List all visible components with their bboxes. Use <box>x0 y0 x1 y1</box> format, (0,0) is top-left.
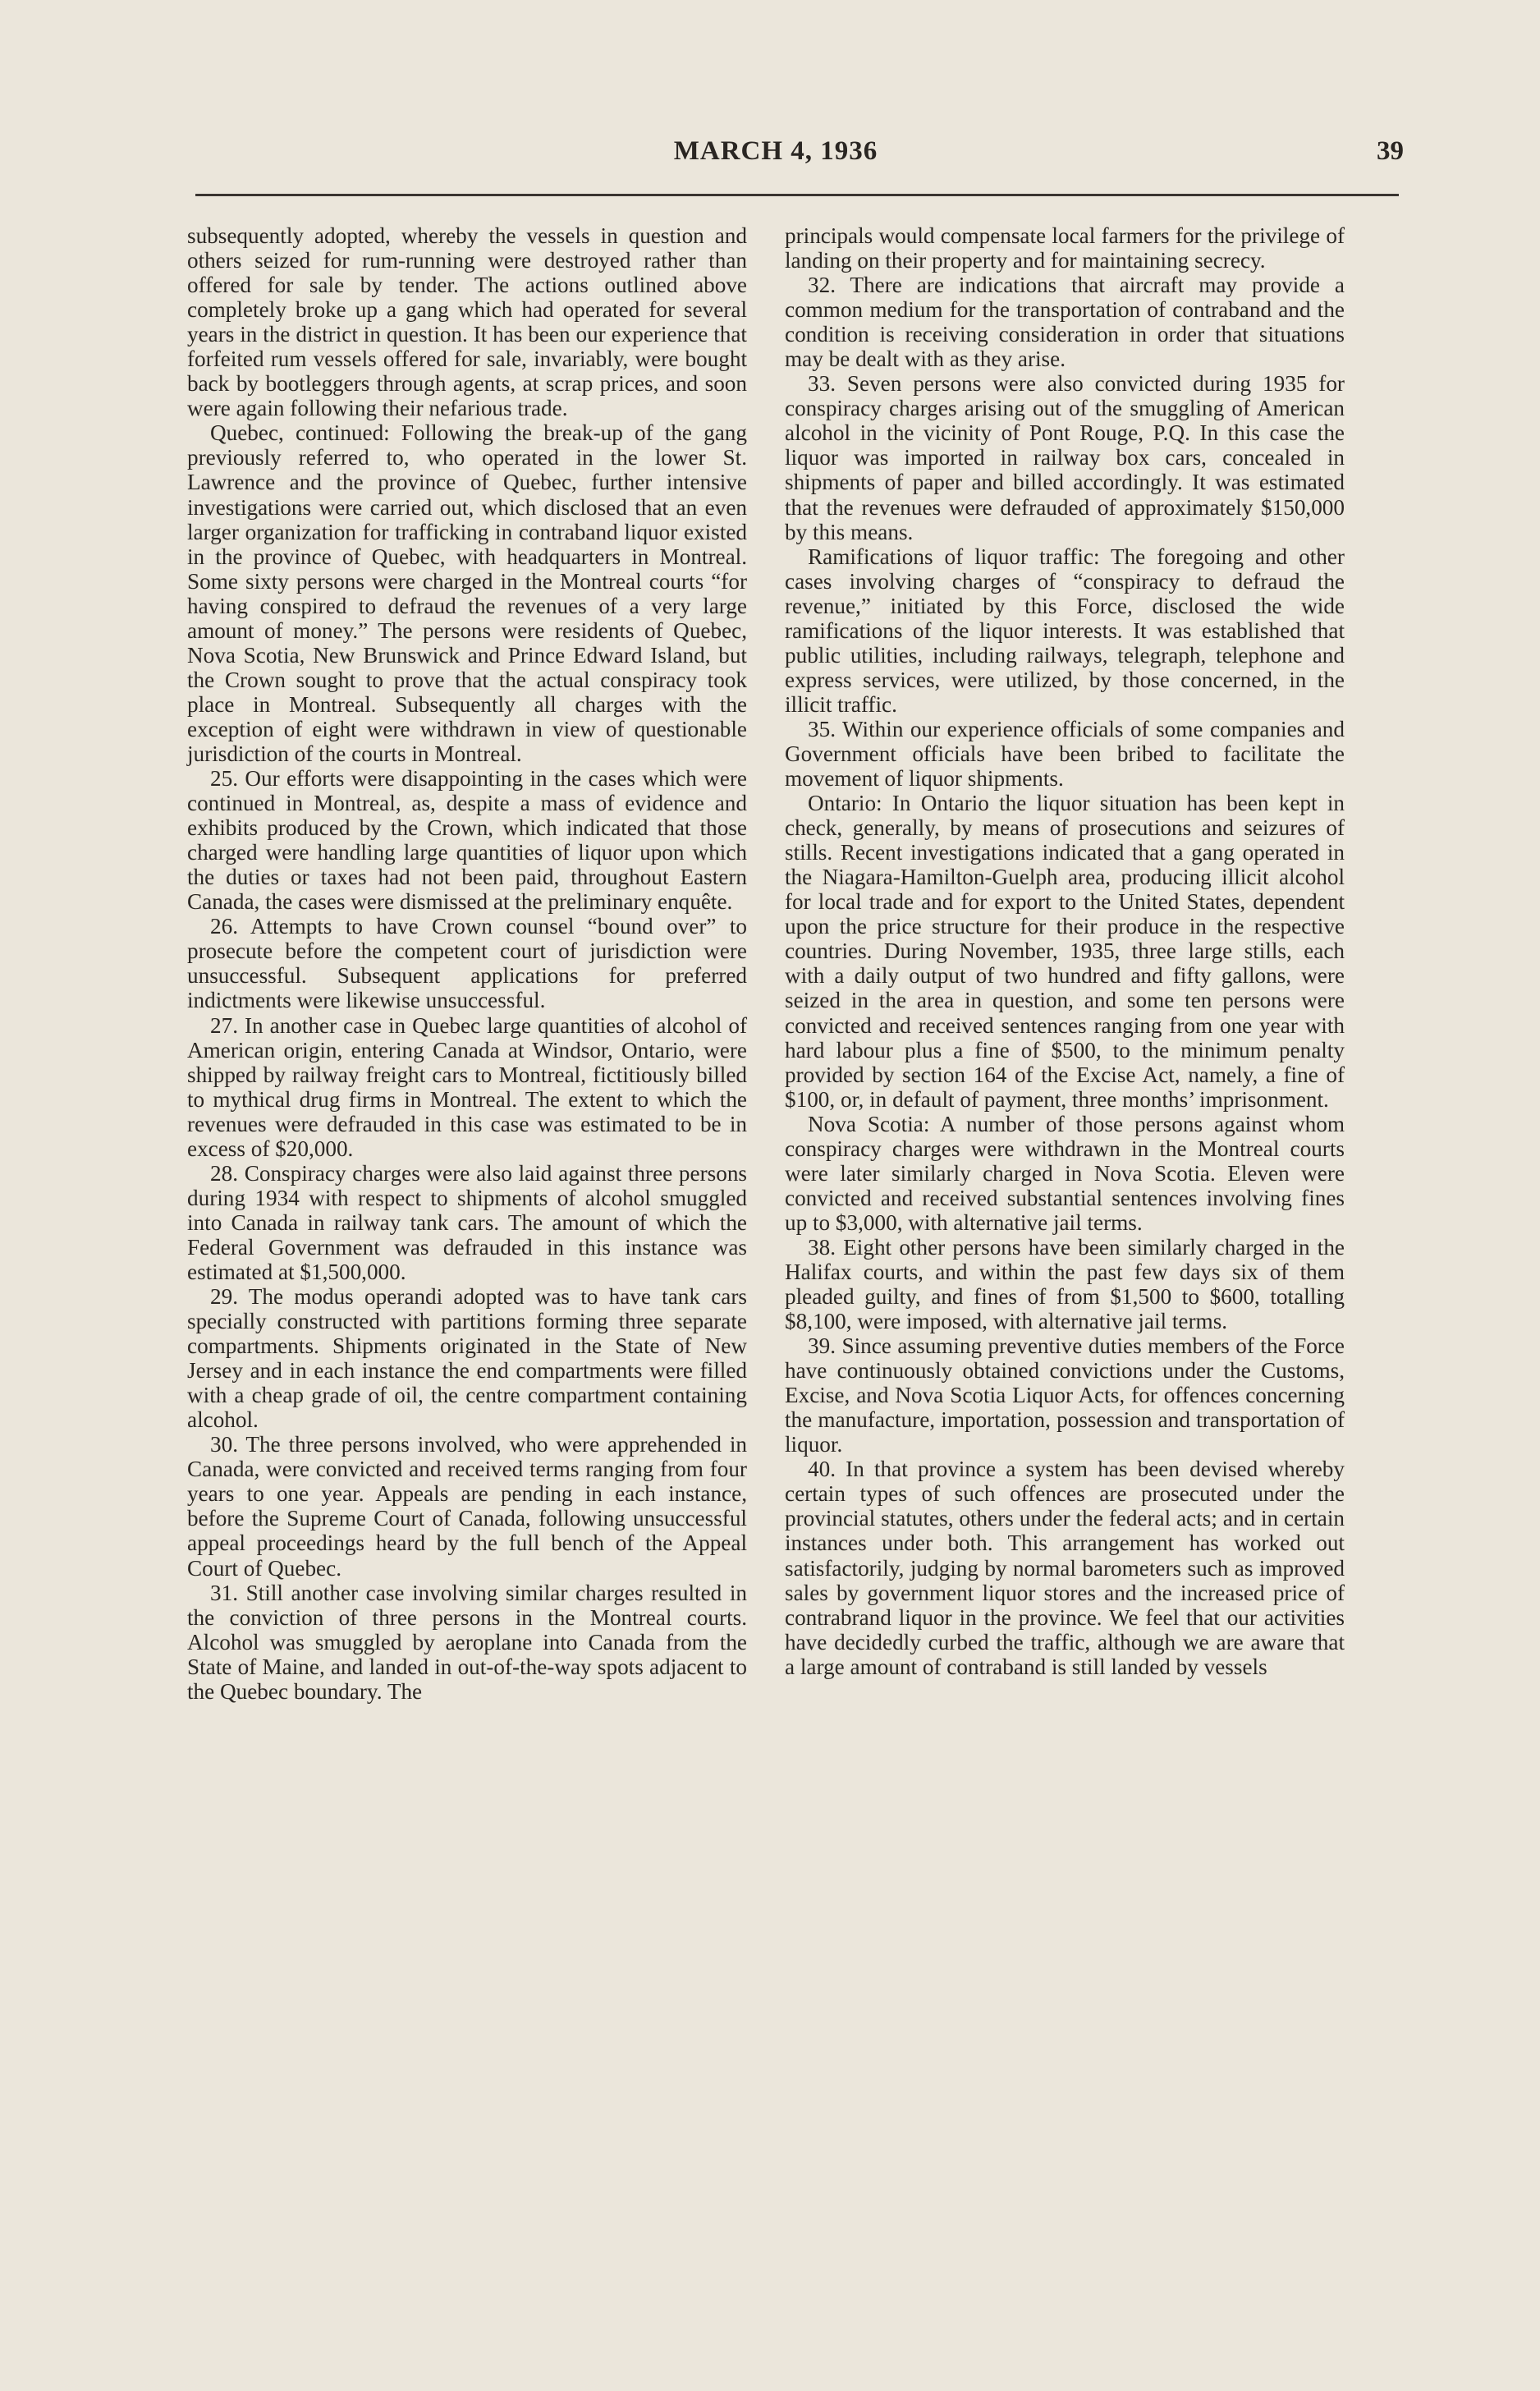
paragraph: Ramifications of liquor traffic: The foregoing and other cases involving charges of “conspiracy to defraud the revenue,” initiated by this Force, disclosed the wide ramifications of the liquor interests. It was established that public utilities, including railways, telegraph, telephone and express services, were utilized, by those concerned, in the illicit traffic. <box>785 544 1345 717</box>
paragraph: Quebec, continued: Following the break-up of the gang previously referred to, who operated in the lower St. Lawrence and the province of Quebec, further intensive investigations were carried out, which disclosed that an even larger organization for trafficking in contraband liquor existed in the province of Quebec, with headquarters in Montreal. Some sixty persons were charged in the Montreal courts “for having conspired to defraud the revenues of a very large amount of money.” The persons were residents of Quebec, Nova Scotia, New Brunswick and Prince Edward Island, but the Crown sought to prove that the actual conspiracy took place in Montreal. Subsequently all charges with the exception of eight were withdrawn in view of questionable jurisdiction of the courts in Montreal. <box>187 420 747 766</box>
page-number: 39 <box>1377 136 1404 166</box>
paragraph-continuation: principals would compensate local farmers for the privilege of landing on their property and for maintaining secrecy. <box>785 223 1345 273</box>
paragraph: 27. In another case in Quebec large quantities of alcohol of American origin, entering Canada at Windsor, Ontario, were shipped by railway freight cars to Montreal, fictitiously billed to mythical drug firms in Montreal. The extent to which the revenues were defrauded in this case was estimated to be in excess of $20,000. <box>187 1012 747 1161</box>
paragraph: 35. Within our experience officials of some companies and Government officials have been bribed to facilitate the movement of liquor shipments. <box>785 716 1345 792</box>
left-column <box>187 223 747 1704</box>
paragraph-continuation: subsequently adopted, whereby the vessels in question and others seized for rum-running were destroyed rather than offered for sale by tender. The actions outlined above completely broke up a gang which had operated for several years in the district in question. It has been our experience that forfeited rum vessels offered for sale, invariably, were bought back by bootleggers through agents, at scrap prices, and soon were again following their nefarious trade. <box>187 223 747 421</box>
paragraph: 29. The modus operandi adopted was to have tank cars specially constructed with partitions forming three separate compartments. Shipments originated in the State of New Jersey and in each instance the end compartments were filled with a cheap grade of oil, the centre compartment containing alcohol. <box>187 1284 747 1433</box>
right-column <box>785 223 1345 1679</box>
header-rule <box>195 194 1399 196</box>
paragraph: 40. In that province a system has been devised whereby certain types of such offences are prosecuted under the provincial statutes, others under the federal acts; and in certain instances under both. This arrangement has worked out satisfactorily, judging by normal barometers such as improved sales by government liquor stores and the increased price of contrabrand liquor in the province. We feel that our activities have decidedly curbed the traffic, although we are aware that a large amount of contraband is still landed by vessels <box>785 1457 1345 1679</box>
paragraph: 32. There are indications that aircraft may provide a common medium for the transportation of contraband and the condition is receiving consideration in order that situations may be dealt with as they arise. <box>785 273 1345 372</box>
page-date-heading: MARCH 4, 1936 <box>673 136 878 166</box>
paragraph: 38. Eight other persons have been similarly charged in the Halifax courts, and within the past few days six of them pleaded guilty, and fines of from $1,500 to $600, totalling $8,100, were imposed, with alternative jail terms. <box>785 1234 1345 1334</box>
paragraph: 26. Attempts to have Crown counsel “bound over” to prosecute before the competent court of jurisdiction were unsuccessful. Subsequent applications for preferred indictments were likewise unsuccessful. <box>187 914 747 1013</box>
paragraph: 28. Conspiracy charges were also laid against three persons during 1934 with respect to shipments of alcohol smuggled into Canada in railway tank cars. The amount of which the Federal Government was defrauded in this instance was estimated at $1,500,000. <box>187 1160 747 1284</box>
paragraph: 31. Still another case involving similar charges resulted in the conviction of three persons in the Montreal courts. Alcohol was smuggled by aeroplane into Canada from the State of Maine, and landed in out-of-the-way spots adjacent to the Quebec boundary. The <box>187 1580 747 1704</box>
paragraph: 30. The three persons involved, who were apprehended in Canada, were convicted and received terms ranging from four years to one year. Appeals are pending in each instance, before the Supreme Court of Canada, following unsuccessful appeal proceedings heard by the full bench of the Appeal Court of Quebec. <box>187 1432 747 1581</box>
paragraph: 39. Since assuming preventive duties members of the Force have continuously obtained convictions under the Customs, Excise, and Nova Scotia Liquor Acts, for offences concerning the manufacture, importation, possession and transportation of liquor. <box>785 1333 1345 1457</box>
paragraph: Ontario: In Ontario the liquor situation has been kept in check, generally, by means of prosecutions and seizures of stills. Recent investigations indicated that a gang operated in the Niagara-Hamilton-Guelph area, producing illicit alcohol for local trade and for export to the United States, dependent upon the price structure for their produce in the respective countries. During November, 1935, three large stills, each with a daily output of two hundred and fifty gallons, were seized in the area in question, and some ten persons were convicted and received sentences ranging from one year with hard labour plus a fine of $500, to the minimum penalty provided by section 164 of the Excise Act, namely, a fine of $100, or, in default of payment, three months’ imprisonment. <box>785 791 1345 1112</box>
paragraph: Nova Scotia: A number of those persons against whom conspiracy charges were withdrawn in the Montreal courts were later similarly charged in Nova Scotia. Eleven were convicted and received substantial sentences involving fines up to $3,000, with alternative jail terms. <box>785 1111 1345 1235</box>
paragraph: 33. Seven persons were also convicted during 1935 for conspiracy charges arising out of the smuggling of American alcohol in the vicinity of Pont Rouge, P.Q. In this case the liquor was imported in railway box cars, concealed in shipments of paper and billed accordingly. It was estimated that the revenues were defrauded of approximately $150,000 by this means. <box>785 371 1345 544</box>
running-head <box>148 136 1404 177</box>
paragraph: 25. Our efforts were disappointing in the cases which were continued in Montreal, as, despite a mass of evidence and exhibits produced by the Crown, which indicated that those charged were handling large quantities of liquor upon which the duties or taxes had not been paid, throughout Eastern Canada, the cases were dismissed at the preliminary enquête. <box>187 766 747 915</box>
